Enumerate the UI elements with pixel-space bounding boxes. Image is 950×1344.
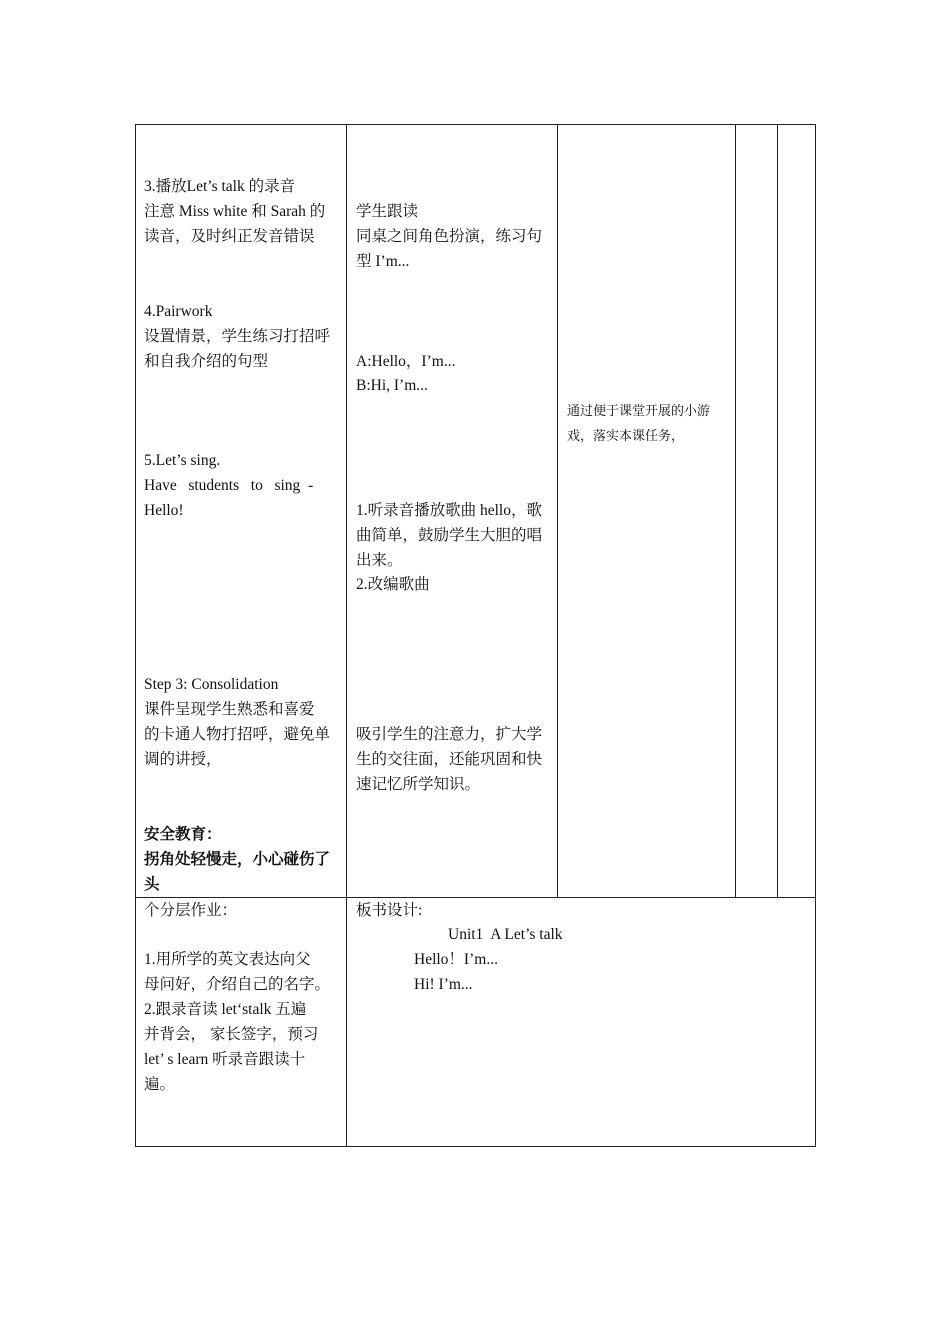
attract-line1: 吸引学生的注意力，扩大学 [356,726,543,743]
table-right-border [815,124,816,1147]
step4-line2: 和自我介绍的句型 [144,353,269,370]
step3-title: 3.播放Let’s talk 的录音 [144,178,296,195]
safety-title: 安全教育： [144,826,222,843]
roleplay-line1: 同桌之间角色扮演，练习句 [356,228,543,245]
step5-line1: Have students to sing - [144,477,314,494]
step5-title: 5.Let’s sing. [144,452,221,469]
board-line1: Hello！I’m... [414,951,498,968]
follow-read: 学生跟读 [356,203,419,220]
attract-line2: 生的交往面，还能巩固和快 [356,751,543,768]
step3-line1: 注意 Miss white 和 Sarah 的 [144,203,326,220]
homework-line5: let’ s learn 听录音跟读十 [144,1051,306,1068]
step4-title: 4.Pairwork [144,303,213,320]
roleplay-line2: 型 I’m... [356,253,410,270]
row-divider [135,897,816,898]
consolidation-line1: 课件呈现学生熟悉和喜爱 [144,701,315,718]
safety-line1: 拐角处轻慢走，小心碰伤了 [144,851,331,868]
consolidation-title: Step 3: Consolidation [144,676,279,693]
consolidation-line2: 的卡通人物打招呼，避免单 [144,726,331,743]
dialog-b: B:Hi, I’m... [356,377,428,394]
homework-line1: 1.用所学的英文表达向父 [144,951,311,968]
table-top-border [135,124,816,125]
table-bottom-border [135,1146,816,1147]
design-note-line1: 通过便于课堂开展的小游 [567,403,711,418]
song-line1: 1.听录音播放歌曲 hello，歌 [356,502,542,519]
dialog-a: A:Hello，I’m... [356,353,456,370]
consolidation-line3: 调的讲授， [144,751,222,768]
song-line3: 出来。 [356,552,403,569]
song-line2: 曲简单，鼓励学生大胆的唱 [356,527,543,544]
step3-line2: 读音，及时纠正发音错误 [144,228,315,245]
col-divider-3 [735,124,736,897]
step4-line1: 设置情景，学生练习打招呼 [144,328,331,345]
col-divider-2 [557,124,558,897]
homework-line2: 母问好，介绍自己的名字。 [144,976,331,993]
step5-line2: Hello! [144,502,184,519]
attract-line3: 速记忆所学知识。 [356,776,481,793]
homework-line3: 2.跟录音读 let‘stalk 五遍 [144,1001,307,1018]
homework-line6: 遍。 [144,1076,176,1093]
col-divider-1 [346,124,347,1147]
homework-title: 个分层作业： [144,902,238,919]
table-left-border [135,124,136,1147]
song-line4: 2.改编歌曲 [356,576,430,593]
board-heading: Unit1 A Let’s talk [448,926,563,943]
homework-line4: 并背会， 家长签字，预习 [144,1026,319,1043]
board-line2: Hi! I’m... [414,976,473,993]
board-title: 板书设计: [356,902,423,919]
safety-line2: 头 [144,876,160,893]
col-divider-4 [777,124,778,897]
design-note-line2: 戏，落实本课任务， [567,428,685,443]
